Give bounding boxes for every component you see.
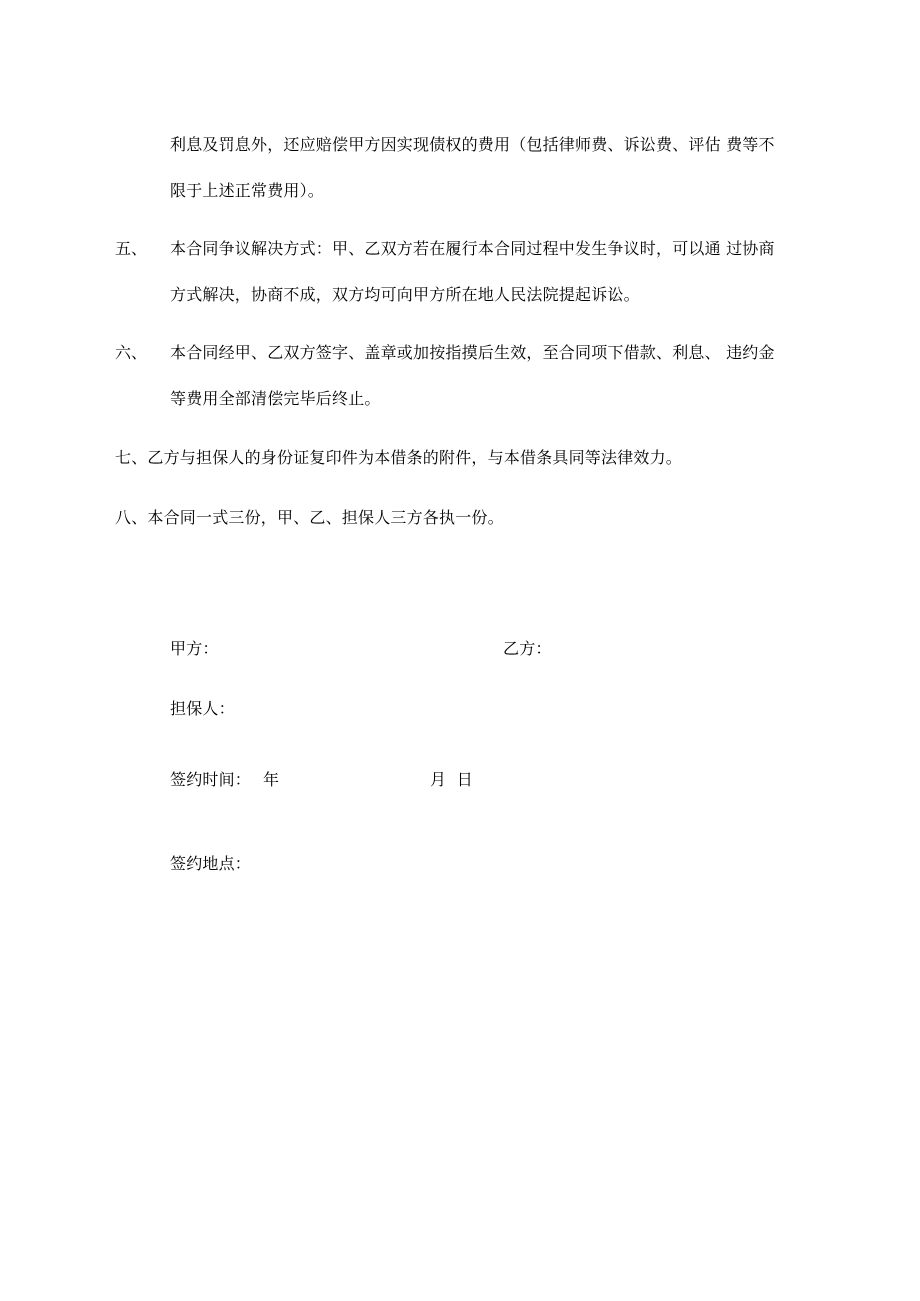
signing-place-label: 签约地点： xyxy=(170,854,252,873)
clause6-number: 六、 xyxy=(115,343,148,362)
party-b-label: 乙方： xyxy=(503,639,552,658)
party-a-label: 甲方： xyxy=(170,639,219,658)
clause7-text: 七、乙方与担保人的身份证复印件为本借条的附件，与本借条具同等法律效力。 xyxy=(115,448,683,467)
clause4-line2: 限于上述正常费用）。 xyxy=(170,181,325,200)
clause6-line1: 本合同经甲、乙双方签字、盖章或加按指摸后生效，至合同项下借款、利息、 违约金 xyxy=(170,343,775,362)
clause5-line2: 方式解决，协商不成，双方均可向甲方所在地人民法院提起诉讼。 xyxy=(170,285,640,304)
clause4-line1: 利息及罚息外，还应赔偿甲方因实现债权的费用（包括律师费、诉讼费、评估 费等不 xyxy=(170,135,775,154)
signing-date-label: 签约时间： xyxy=(170,770,252,789)
guarantor-label: 担保人： xyxy=(170,699,235,718)
clause5-line1: 本合同争议解决方式：甲、乙双方若在履行本合同过程中发生争议时，可以通 过协商 xyxy=(170,239,775,258)
clause6-line2: 等费用全部清偿完毕后终止。 xyxy=(170,389,381,408)
signing-month-day: 月 日 xyxy=(430,770,473,789)
signing-year: 年 xyxy=(263,770,280,789)
clause5-number: 五、 xyxy=(115,239,148,258)
clause8-text: 八、本合同一式三份，甲、乙、担保人三方各执一份。 xyxy=(115,508,504,527)
